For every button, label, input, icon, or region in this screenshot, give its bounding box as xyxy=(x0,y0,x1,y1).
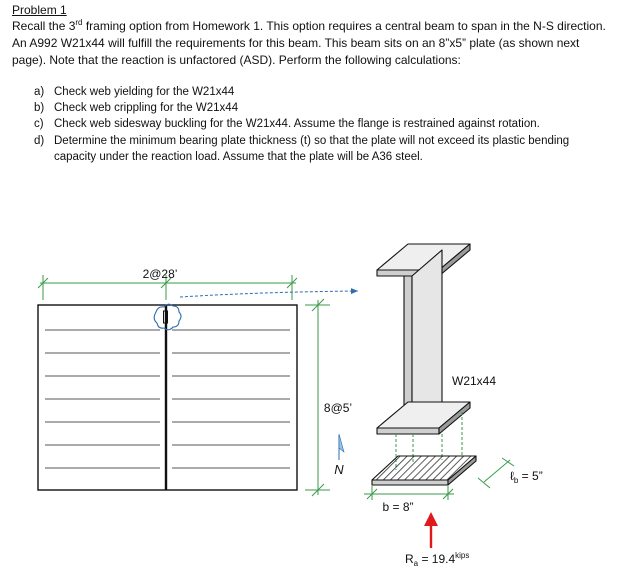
lb-symbol: ℓ xyxy=(510,469,514,483)
intro-text-post: framing option from Homework 1. This option requires a central beam to span in the N-S direction. An A992 W21x44 will fulfill the requirements for this beam. This beam sits on an 8”x5” plate (as shown next page). Note that the reaction is unfactored (ASD). Perform the following calculations: xyxy=(12,19,606,67)
plate-width-label: b = 8” xyxy=(382,500,414,514)
plate-length-label xyxy=(510,469,543,485)
joist-lines xyxy=(45,330,290,468)
bay-label: 8@5’ xyxy=(323,401,353,415)
task-text: Check web crippling for the W21x44 xyxy=(54,102,239,115)
beam-label: W21x44 xyxy=(452,374,497,388)
lb-subscript: b xyxy=(513,476,519,485)
task-text: Determine the minimum bearing plate thickness (t) so that the plate will not exceed its plastic bending capacity under the reaction load. Assume that the plate will be A36 steel. xyxy=(54,134,570,163)
span-label: 2@28’ xyxy=(142,267,178,281)
task-letter: a) xyxy=(34,86,45,98)
reaction-arrow-icon xyxy=(424,512,438,548)
w-shape-beam-icon xyxy=(377,244,470,434)
task-letter: d) xyxy=(34,134,45,147)
north-arrow-icon xyxy=(339,434,344,460)
reaction-subscript: a xyxy=(413,559,419,568)
reaction-label xyxy=(405,551,469,568)
plate-width-dimension xyxy=(364,486,454,500)
bearing-plate-icon xyxy=(372,456,476,485)
plate-length-dimension xyxy=(478,458,514,488)
reaction-unit: kips xyxy=(455,551,470,560)
intro-superscript: rd xyxy=(75,18,83,27)
bay-dimension xyxy=(305,299,330,496)
task-text: Check web yielding for the W21x44 xyxy=(54,86,235,98)
floor-plan-outline xyxy=(38,305,297,490)
intro-text-pre: Recall the 3 xyxy=(12,19,76,33)
task-letter: b) xyxy=(34,102,45,115)
detail-leader-arrow xyxy=(180,291,358,297)
reaction-value: = 19.4 xyxy=(418,552,456,566)
north-label: N xyxy=(334,462,344,477)
task-text: Check web sidesway buckling for the W21x44. Assume the flange is restrained against rotation. xyxy=(54,118,540,131)
task-letter: c) xyxy=(34,118,44,131)
problem-title: Problem 1 xyxy=(12,3,67,17)
reaction-symbol: R xyxy=(405,552,414,566)
lb-value: = 5” xyxy=(518,469,543,483)
